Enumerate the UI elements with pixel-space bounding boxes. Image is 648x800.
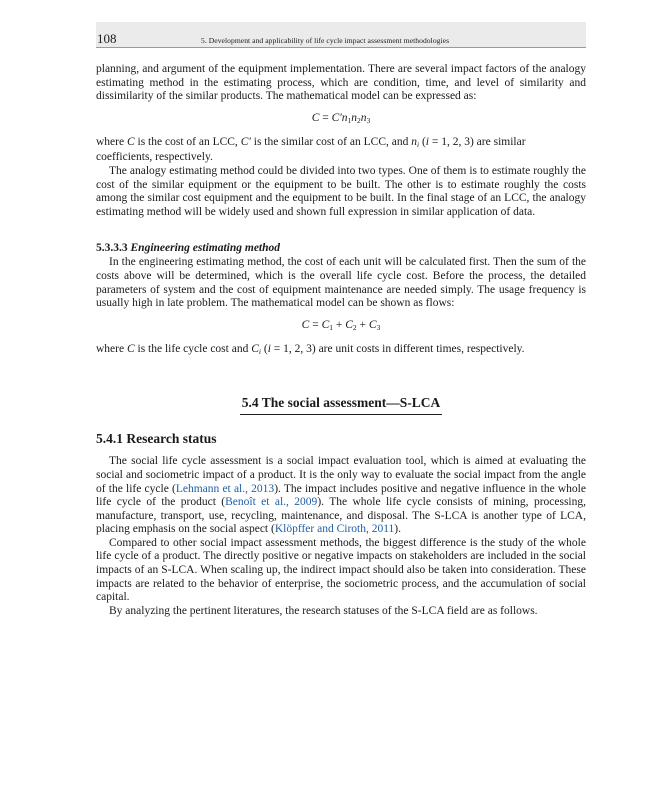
chapter-title: 5. Development and applicability of life cycle impact assessment methodologies [201,36,450,45]
document-page [96,22,586,618]
paragraph: By analyzing the pertinent literatures, the research statuses of the S-LCA field are as follows. [109,604,538,617]
citation-link[interactable]: Lehmann et al., 2013 [175,482,275,495]
paragraph: coefficients, respectively. [96,151,213,164]
citation-link[interactable]: Benoît et al., 2009 [225,496,318,509]
paragraph-where: where C is the cost of an LCC, C′ is the similar cost of an LCC, and $n_i$ (i = 1, 2, 3) are similar [96,135,526,149]
page-number: 108 [97,31,117,46]
paragraph-where: where C is the life cycle cost and $C_i$ (i = 1, 2, 3) are unit costs in different times, respectively. [96,342,525,356]
body-text [96,63,586,618]
subsection-heading: 5.4.1 Research status [96,431,217,447]
section-heading: 5.4 The social assessment—S-LCA [96,394,586,415]
paragraph: Compared to other social impact assessment methods, the biggest difference is the study of the whole life cycle of a product. The directly positive or negative impacts on stakeholders are included in the social impacts of an S-LCA. When scaling up, the indirect impact should also be taken into consideration. These impacts are related to the behavior of enterprise, the sociometric process, and the accumulation of social capital. [96,536,586,604]
paragraph: The social life cycle assessment is a social impact evaluation tool, which is aimed at evaluating the social and sociometric impact of a product. It is the only way to evaluate the social impact from the angle of the life cycle (Lehmann et al., 2013). The impact includes positive and negative influence in the whole life cycle of the product (Benoît et al., 2009). The whole life cycle consists of mining, processing, manufacture, transport, use, recycling, maintenance, and disposal. The S-LCA is another type of LCA, placing emphasis on the social aspect (Klöpffer and Ciroth, 2011). [96,455,587,536]
subsubsection-heading: 5.3.3.3 Engineering estimating method [96,242,281,255]
paragraph: planning, and argument of the equipment implementation. There are several impact factors of the analogy estimating method in the estimating process, which are condition, time, and level of similarity and dissimilarity of the similar products. The mathematical model can be expressed as: [96,63,586,103]
running-header [96,22,586,48]
citation-link[interactable]: Klöpffer and Ciroth, 2011 [274,523,395,536]
paragraph: The analogy estimating method could be divided into two types. One of them is to estimate roughly the cost of the similar equipment or the equipment to be built. The other is to estimate roughly the costs among the similar cost equipment and the equipment to be built. In the final stage of an LCC, the analogy estimating method will be widely used and shown full expression in similar application of data. [96,164,586,218]
equation-engineering: $C = C_1 + C_2 + C_3$ [301,318,381,332]
equation-analogy: $C = C'n_1n_2n_3$ [311,111,371,125]
paragraph: In the engineering estimating method, the cost of each unit will be calculated first. Then the sum of the costs above will be determined, which is the overall life cycle cost. Before the process, the detailed parameters of system and the cost of equipment maintenance are needed simply. The usage frequency is usually high in late problem. The mathematical model can be shown as flows: [96,256,586,310]
